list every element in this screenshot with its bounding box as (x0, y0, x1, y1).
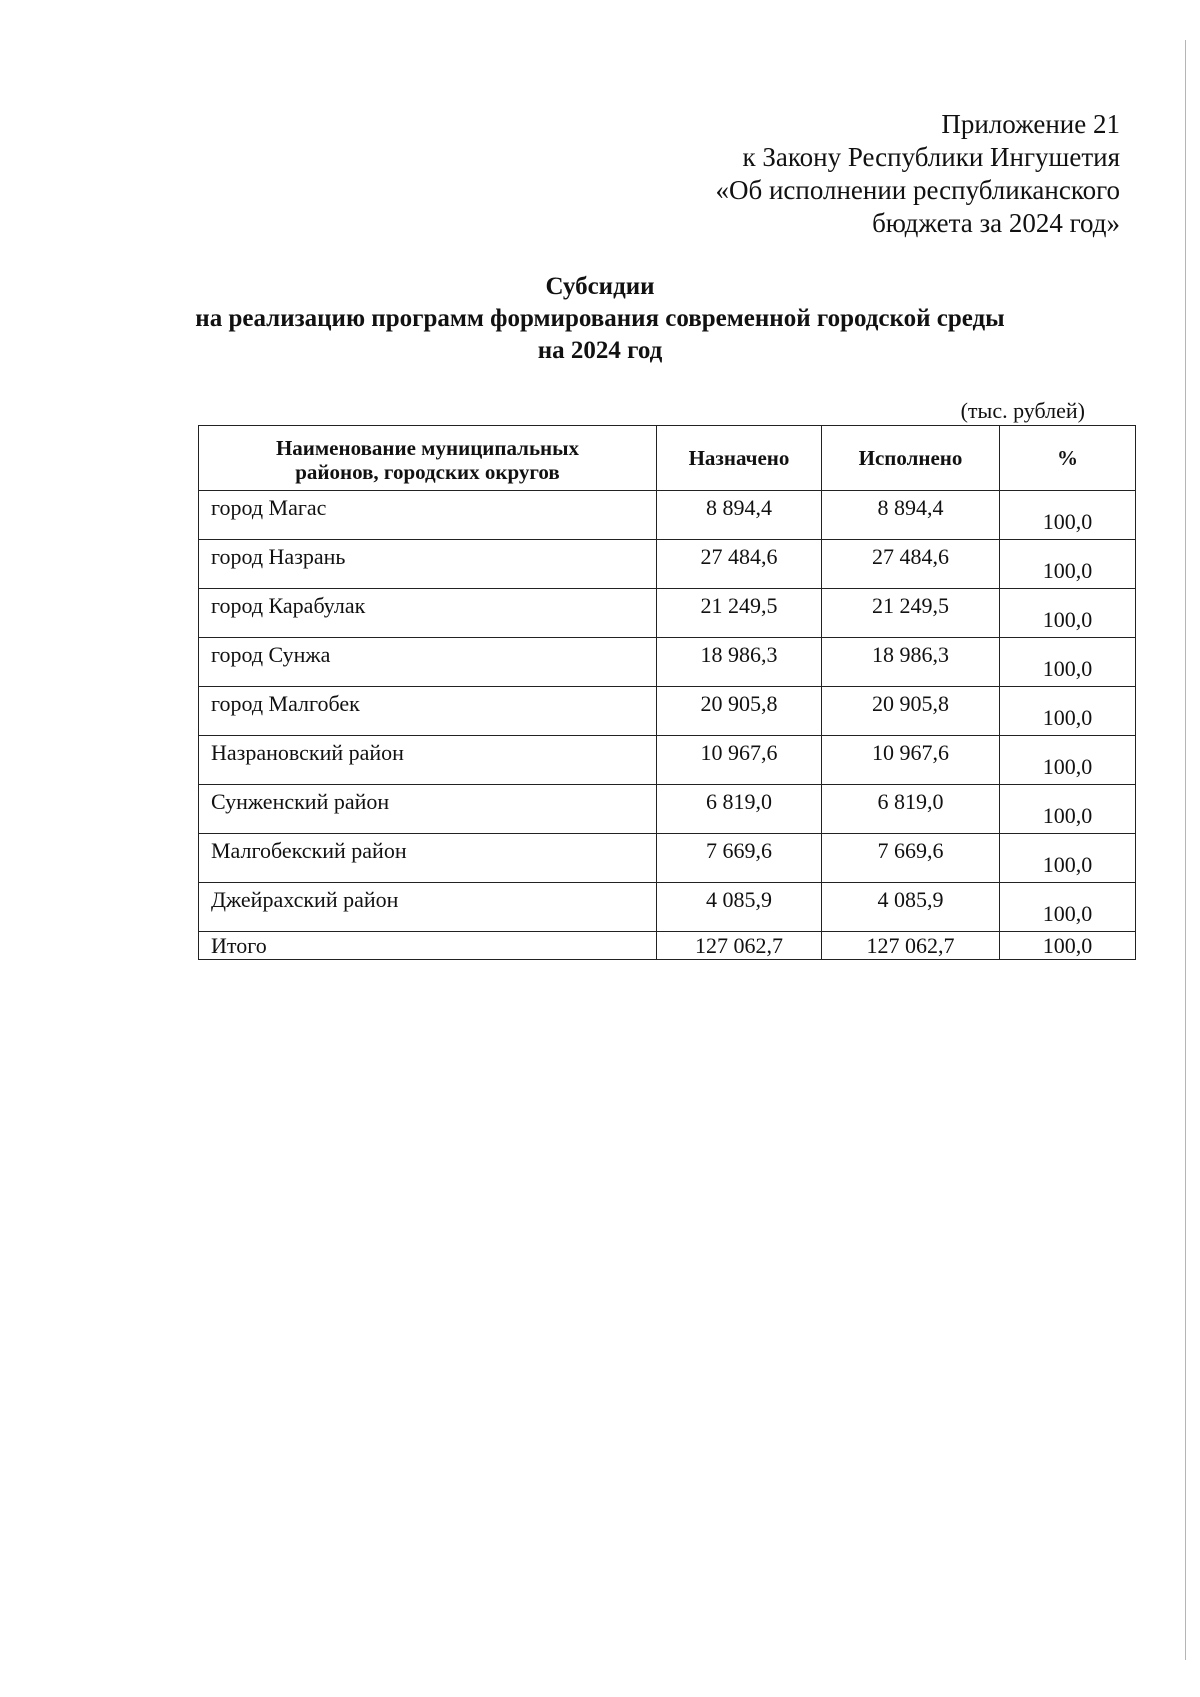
total-executed: 127 062,7 (822, 932, 1000, 960)
table-total-row (199, 932, 1136, 960)
header-municipality-line-2: районов, городских округов (295, 460, 560, 484)
row-executed: 7 669,6 (822, 834, 1000, 883)
row-percent: 100,0 (1000, 785, 1136, 834)
row-percent: 100,0 (1000, 589, 1136, 638)
header-percent: % (1000, 426, 1136, 491)
table-row (199, 589, 1136, 638)
row-assigned: 18 986,3 (657, 638, 822, 687)
row-name: Сунженский район (199, 785, 657, 834)
header-assigned: Назначено (657, 426, 822, 491)
header-municipality-line-1: Наименование муниципальных (275, 436, 580, 460)
row-name: город Малгобек (199, 687, 657, 736)
row-name: Джейрахский район (199, 883, 657, 932)
row-name: город Сунжа (199, 638, 657, 687)
row-name: Малгобекский район (199, 834, 657, 883)
title-line-3: на 2024 год (537, 337, 663, 364)
row-percent: 100,0 (1000, 883, 1136, 932)
document-title (0, 271, 1200, 367)
table-row (199, 834, 1136, 883)
row-percent: 100,0 (1000, 540, 1136, 589)
row-percent: 100,0 (1000, 491, 1136, 540)
row-assigned: 27 484,6 (657, 540, 822, 589)
row-assigned: 6 819,0 (657, 785, 822, 834)
row-name: город Карабулак (199, 589, 657, 638)
table-row (199, 540, 1136, 589)
row-name: город Магас (199, 491, 657, 540)
row-assigned: 10 967,6 (657, 736, 822, 785)
table-row (199, 491, 1136, 540)
row-name: город Назрань (199, 540, 657, 589)
subsidies-table (198, 425, 1136, 960)
row-executed: 10 967,6 (822, 736, 1000, 785)
table-row (199, 687, 1136, 736)
row-executed: 21 249,5 (822, 589, 1000, 638)
table-header-row (199, 426, 1136, 491)
row-assigned: 4 085,9 (657, 883, 822, 932)
title-line-2: на реализацию программ формирования современной городской среды (195, 305, 1005, 332)
row-name: Назрановский район (199, 736, 657, 785)
row-assigned: 8 894,4 (657, 491, 822, 540)
header-municipality (199, 426, 657, 491)
title-line-1: Субсидии (545, 273, 655, 300)
row-executed: 4 085,9 (822, 883, 1000, 932)
total-label: Итого (199, 932, 657, 960)
appendix-law-title: «Об исполнении республиканского (715, 175, 1120, 205)
appendix-law-title-cont: бюджета за 2024 год» (872, 208, 1120, 238)
row-assigned: 20 905,8 (657, 687, 822, 736)
total-assigned: 127 062,7 (657, 932, 822, 960)
row-percent: 100,0 (1000, 834, 1136, 883)
row-assigned: 21 249,5 (657, 589, 822, 638)
units-label: (тыс. рублей) (960, 398, 1085, 423)
table-row (199, 736, 1136, 785)
table-row (199, 785, 1136, 834)
row-percent: 100,0 (1000, 638, 1136, 687)
row-executed: 6 819,0 (822, 785, 1000, 834)
table-row (199, 638, 1136, 687)
row-executed: 18 986,3 (822, 638, 1000, 687)
appendix-number: Приложение 21 (941, 109, 1120, 139)
row-assigned: 7 669,6 (657, 834, 822, 883)
row-executed: 20 905,8 (822, 687, 1000, 736)
table-row (199, 883, 1136, 932)
appendix-law-reference: к Закону Республики Ингушетия (742, 142, 1120, 172)
row-percent: 100,0 (1000, 736, 1136, 785)
header-executed: Исполнено (822, 426, 1000, 491)
row-executed: 27 484,6 (822, 540, 1000, 589)
appendix-header (715, 108, 1120, 240)
row-executed: 8 894,4 (822, 491, 1000, 540)
total-percent: 100,0 (1000, 932, 1136, 960)
row-percent: 100,0 (1000, 687, 1136, 736)
